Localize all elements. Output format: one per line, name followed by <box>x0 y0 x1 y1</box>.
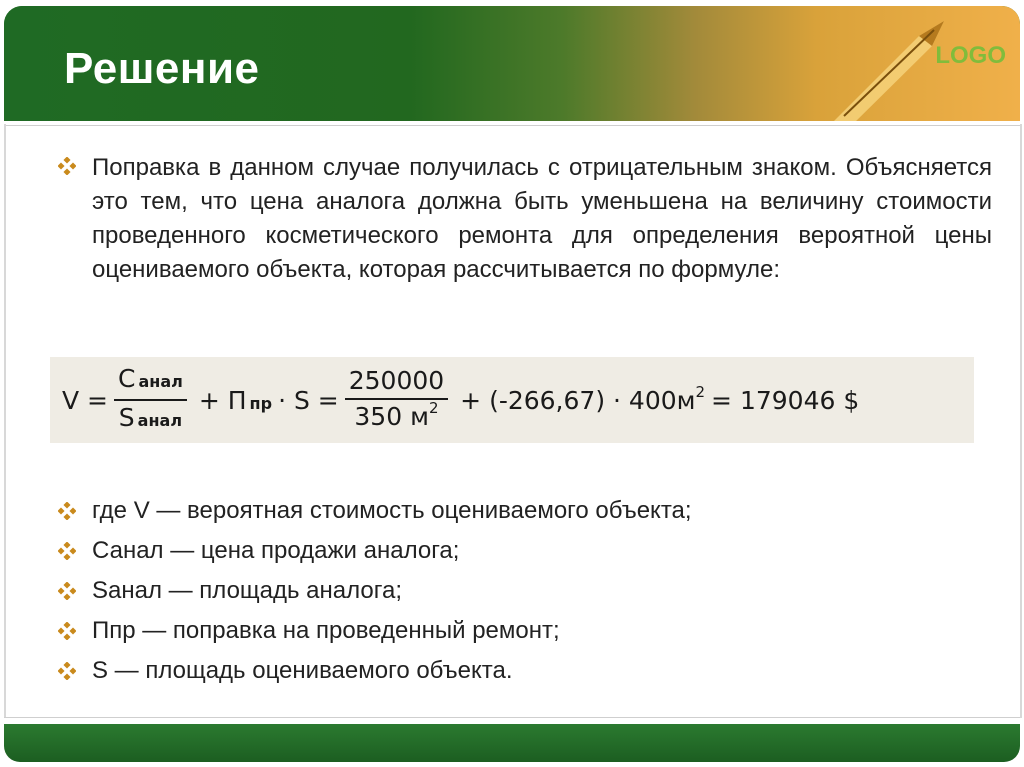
formula <box>62 357 859 443</box>
list-item <box>58 654 958 694</box>
denominator-subscript: анал <box>137 411 183 430</box>
header-banner <box>4 6 1020 122</box>
list-item <box>58 494 958 534</box>
definition-text: Sанал — площадь аналога; <box>92 577 402 604</box>
definitions-list <box>58 494 958 694</box>
fraction-denominator <box>115 401 186 436</box>
denominator-value: 350 м <box>354 401 429 431</box>
list-item <box>58 151 992 287</box>
formula-plus-correction <box>199 386 272 415</box>
formula-lhs: V = <box>62 385 108 415</box>
footer-divider <box>4 717 1020 718</box>
formula-times-area: · S = <box>278 385 339 415</box>
diamond-bullet-icon <box>58 582 76 600</box>
bullet-text: Поправка в данном случае получилась с отрицательным знаком. Объясняется это тем, что цена аналога должна быть уменьшена на величину стоимости проведенного косметического ремонта для определения вероятной цены оцениваемого объекта, которая рассчитывается по формуле: <box>92 154 992 283</box>
diamond-bullet-icon <box>58 542 76 560</box>
list-item <box>58 534 958 574</box>
diamond-bullet-icon <box>58 662 76 680</box>
correction-term-exponent: 2 <box>695 382 706 401</box>
fraction-numerator-value: 250000 <box>345 366 448 400</box>
slide-title: Решение <box>64 44 260 93</box>
numerator-symbol: C <box>118 364 136 393</box>
correction-subscript: пр <box>249 393 273 413</box>
diamond-bullet-icon <box>58 622 76 640</box>
logo: LOGO <box>935 42 1006 69</box>
intro-bullet <box>58 151 992 287</box>
fraction-numeric <box>345 366 448 435</box>
diamond-bullet-icon <box>58 157 76 175</box>
definition-text: Санал — цена продажи аналога; <box>92 537 460 564</box>
fraction-numerator <box>114 364 187 401</box>
numerator-subscript: анал <box>138 372 183 391</box>
correction-term-value: + (-266,67) · 400м <box>460 385 696 415</box>
formula-result: = 179046 $ <box>711 385 860 415</box>
diamond-bullet-icon <box>58 502 76 520</box>
fraction-price-per-area <box>114 364 187 436</box>
denominator-exponent: 2 <box>428 398 439 417</box>
list-item <box>58 574 958 614</box>
definition-text: где V — вероятная стоимость оцениваемого объекта; <box>92 497 692 524</box>
denominator-symbol: S <box>118 403 135 432</box>
footer-banner <box>4 724 1020 762</box>
formula-correction-term <box>460 382 706 415</box>
definition-text: Ппр — поправка на проведенный ремонт; <box>92 617 560 644</box>
definition-text: S — площадь оцениваемого объекта. <box>92 657 513 684</box>
formula-panel <box>50 357 974 443</box>
correction-symbol: + П <box>198 385 247 415</box>
fraction-denominator-value <box>350 400 442 435</box>
list-item <box>58 614 958 654</box>
